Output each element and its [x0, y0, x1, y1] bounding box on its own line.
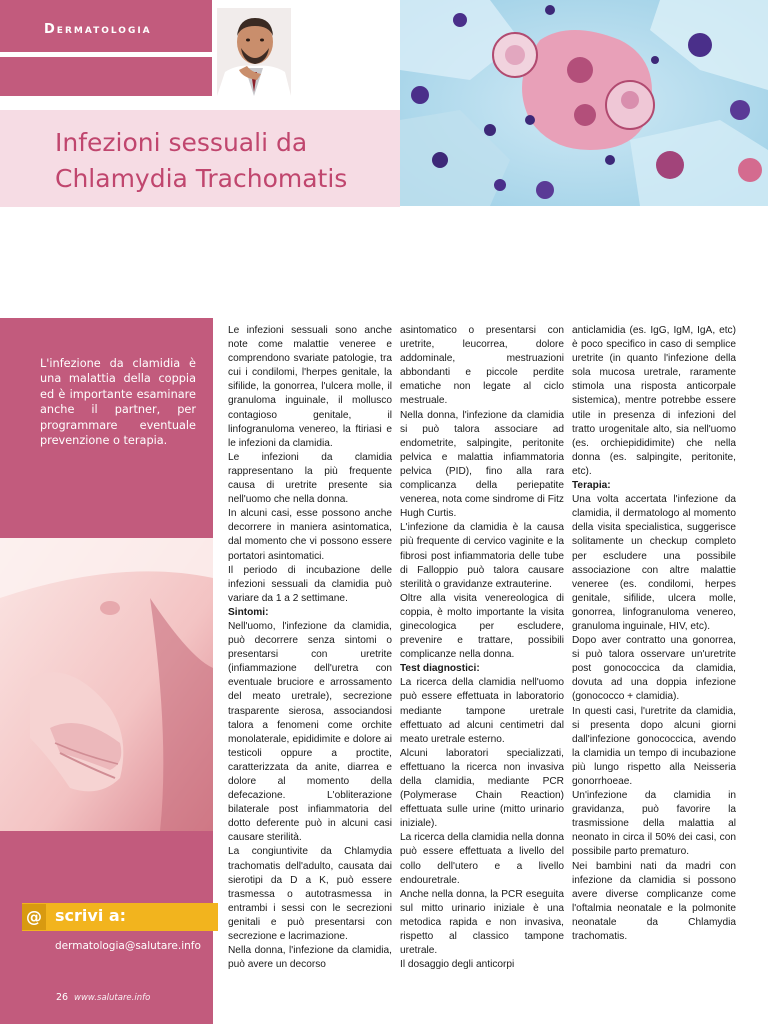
paragraph: Nella donna, l'infezione da clamidia, può avere un decorso: [228, 945, 392, 971]
intro-text: L'infezione da clamidia è una malattia della coppia ed è importante esaminare anche il partner, per programmare eventuale prevenzione o terapia.: [40, 357, 196, 448]
paragraph: In questi casi, l'uretrite da clamidia, si presenta dopo alcuni giorni dall'infezione gonococcica, avendo la clamidia un tempo di incubazione più lungo rispetto alla Neisseria gonorrhoeae.: [572, 705, 736, 787]
email-link[interactable]: dermatologia@salutare.info: [55, 940, 201, 952]
paragraph: Alcuni laboratori specializzati, effettuano la ricerca non invasiva della clamidia, mediante PCR (Polymerase Chain Reaction) effettuata sulle urine (mitto urinario iniziale).: [400, 747, 564, 830]
section-heading: Terapia:: [572, 480, 611, 492]
paragraph: Il dosaggio degli anticorpi: [400, 959, 515, 971]
paragraph: Un'infezione da clamidia in gravidanza, può favorire la trasmissione della malattia al neonato in circa il 50% dei casi, con possibile parto prematuro.: [572, 790, 736, 858]
write-to-label: scrivi a:: [55, 906, 127, 925]
at-icon: @: [22, 904, 46, 930]
paragraph: La congiuntivite da Chlamydia trachomatis dell'adulto, causata dai sierotipi da D a K, può essere trasmessa o autotrasmessa in entrambi i sessi con le secrezioni genitali e può presentarsi con secrezione e lacrimazione.: [228, 846, 392, 943]
section-heading: Sintomi:: [228, 606, 269, 618]
paragraph: In alcuni casi, esse possono anche decorrere in maniera asintomatica, dal momento che vi possono essere portatori asintomatici.: [228, 508, 392, 562]
paragraph: L'infezione da clamidia è la causa più frequente di cervico vaginite e la fibrosi post infiammatoria delle tube di Falloppio può talora causare sterilità o gravidanze extrauterine.: [400, 522, 564, 590]
paragraph: Le infezioni da clamidia rappresentano la più frequente causa di uretrite presente sia nell'uomo che nella donna.: [228, 451, 392, 506]
page-number: 26: [56, 992, 69, 1003]
body-photo: [0, 538, 213, 831]
article-column-2: [400, 324, 564, 972]
paragraph: Il periodo di incubazione delle infezioni sessuali da clamidia può variare da 1 a 2 settimane.: [228, 564, 392, 604]
paragraph: anticlamidia (es. IgG, IgM, IgA, etc) è poco specifico in caso di semplice uretrite (in quanto l'infezione della sola mucosa uretrale, raramente stimola una risposta anticorpale sistemica), mentre potrebbe essere utile in presenza di infezioni del tratto urogenitale alto, sia nell'uomo (es. orchiepididimite) che nella donna (es. salpingite, peritonite, etc).: [572, 325, 736, 477]
article-column-1: [228, 324, 392, 972]
paragraph: asintomatico o presentarsi con uretrite, leucorrea, dolore addominale, mestruazioni abbondanti e piccole perdite ematiche non legate al ciclo mestruale.: [400, 325, 564, 407]
paragraph: Nella donna, l'infezione da clamidia si può talora associare ad endometrite, salpingite, peritonite pelvica e malattia infiammatoria pelvica (PID), fino alla rara complicanza della periepatite venerea, nota come sindrome di Fitz Hugh Curtis.: [400, 409, 564, 520]
paragraph: Le infezioni sessuali sono anche note come malattie veneree e comprendono svariate patologie, tra cui i condilomi, l'herpes genitale, la sifilide, la gonorrea, l'ulcera molle, il granuloma inguinale, il mollusco contagioso genitale, il linfogranuloma venereo, la ftiriasi e le infezioni da clamidia.: [228, 325, 392, 449]
paragraph: Dopo aver contratto una gonorrea, si può talora osservare un'uretrite post gonococcica da clamidia, dovuta ad una doppia infezione (gonococco + clamidia).: [572, 635, 736, 703]
paragraph: Nell'uomo, l'infezione da clamidia, può decorrere senza sintomi o presentarsi con uretrite (infiammazione dell'uretra con eventuale bruciore e arrossamento del meato uretrale), secrezione trasparente sierosa, associandosi talora a fenomeni come orchite monolaterale, epididimite e dolore ai testicoli oppure a proctite, caratterizzata da anite, diarrea e dolore al momento della defecazione. L'obliterazione bilaterale post infiammatoria del dotto deferente può in alcuni casi causare sterilità.: [228, 620, 392, 844]
paragraph: Nei bambini nati da madri con infezione da clamidia si possono avere diverse complicanze come l'oftalmia neonatale e la polmonite neonatale da Chlamydia trachomatis.: [572, 860, 736, 943]
paragraph: Una volta accertata l'infezione da clamidia, il dermatologo al momento della visita specialistica, suggerisce solitamente un checkup completo per escludere una possibile associazione con altre malattie veneree (es. condilomi, herpes genitale, sifilide, ulcera molle, gonorrea, linfogranuloma venereo, granuloma inguinale, HIV, etc).: [572, 494, 736, 632]
page-title: [55, 125, 395, 197]
paragraph: Anche nella donna, la PCR eseguita sul mitto urinario iniziale è una metodica rapida e non invasiva, rispetto al classico tampone uretrale.: [400, 888, 564, 957]
section-heading: Test diagnostici:: [400, 663, 480, 675]
author-photo: [217, 8, 291, 96]
title-line-1: Infezioni sessuali da: [55, 128, 308, 157]
article-column-3: [572, 324, 736, 944]
title-line-2: Chlamydia Trachomatis: [55, 164, 348, 193]
paragraph: La ricerca della clamidia nell'uomo può essere effettuata in laboratorio mediante tampone uretrale effettuato ad alcuni centimetri dal meato uretrale esterno.: [400, 677, 564, 745]
section-title: Dermatologia: [44, 22, 152, 37]
microscope-image: [400, 0, 768, 206]
credit-box: [0, 57, 212, 96]
footer-site[interactable]: www.salutare.info: [74, 993, 151, 1003]
paragraph: Oltre alla visita venereologica di coppia, è molto importante la visita ginecologica per escludere, prevenire e trattare, possibili complicanze nella donna.: [400, 592, 564, 661]
paragraph: La ricerca della clamidia nella donna può essere effettuata a livello del collo dell'utero e a livello endouretrale.: [400, 832, 564, 886]
